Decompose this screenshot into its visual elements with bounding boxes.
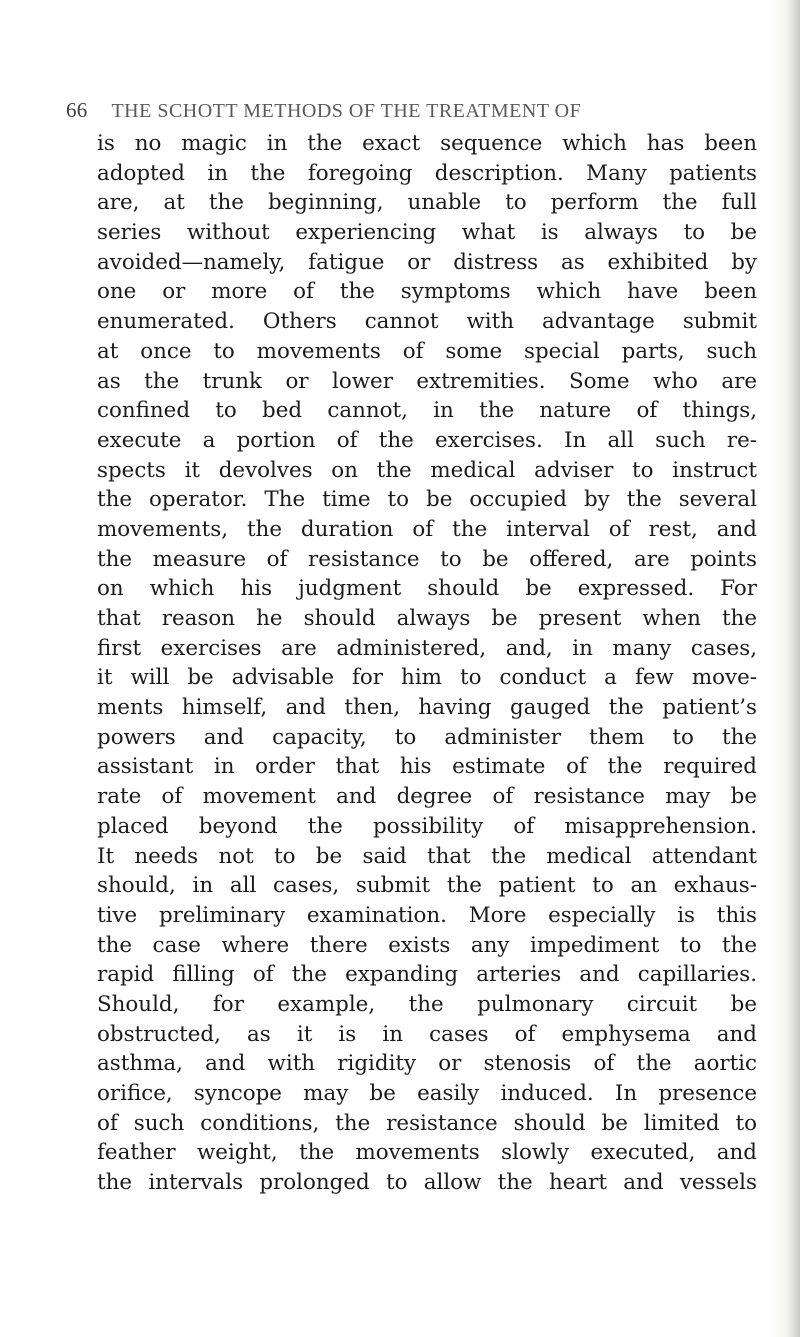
text-line: execute a portion of the exercises. In all such re- <box>97 427 757 453</box>
text-line: on which his judgment should be expressed. For <box>97 576 757 602</box>
text-line: the intervals prolonged to allow the heart and vessels <box>97 1170 757 1196</box>
text-line: tive preliminary examination. More especially is this <box>97 902 757 928</box>
text-line: that reason he should always be present when the <box>97 606 757 631</box>
text-line: is no magic in the exact sequence which has been <box>97 131 757 156</box>
text-line: asthma, and with rigidity or stenosis of the aortic <box>97 1051 757 1077</box>
text-line: first exercises are administered, and, in many cases, <box>97 635 757 661</box>
text-line: assistant in order that his estimate of the required <box>97 754 757 780</box>
text-line: enumerated. Others cannot with advantage submit <box>97 309 757 335</box>
text-line: rate of movement and degree of resistance may be <box>97 784 757 810</box>
text-line: orifice, syncope may be easily induced. In presence <box>97 1081 757 1106</box>
text-line: the measure of resistance to be offered, are points <box>97 546 757 572</box>
page-edge-shadow <box>786 0 800 1337</box>
text-line: ments himself, and then, having gauged the patient’s <box>97 695 757 721</box>
text-line: are, at the beginning, unable to perform the full <box>97 190 757 216</box>
text-line: spects it devolves on the medical adviser to instruct <box>97 457 757 483</box>
text-line: as the trunk or lower extremities. Some who are <box>97 368 757 394</box>
text-line: powers and capacity, to administer them to the <box>97 724 757 750</box>
text-line: one or more of the symptoms which have been <box>97 279 757 305</box>
text-line: of such conditions, the resistance should be limited to <box>97 1110 757 1136</box>
text-line: the operator. The time to be occupied by the several <box>97 487 757 513</box>
running-title: THE SCHOTT METHODS OF THE TREATMENT OF <box>111 100 582 122</box>
text-line: it will be advisable for him to conduct a few move- <box>97 665 757 691</box>
text-line: avoided—namely, fatigue or distress as exhibited by <box>97 249 757 275</box>
text-line: adopted in the foregoing description. Many patients <box>97 160 757 186</box>
body-text <box>97 129 757 1198</box>
text-line: at once to movements of some special parts, such <box>97 338 757 364</box>
text-line: Should, for example, the pulmonary circuit be <box>97 991 757 1017</box>
text-line: It needs not to be said that the medical attendant <box>97 843 757 869</box>
page-number: 66 <box>66 98 88 122</box>
text-line: feather weight, the movements slowly executed, and <box>97 1140 757 1166</box>
text-line: confined to bed cannot, in the nature of things, <box>97 398 757 424</box>
text-line: placed beyond the possibility of misapprehension. <box>97 813 757 839</box>
text-line: the case where there exists any impediment to the <box>97 932 757 958</box>
text-line: should, in all cases, submit the patient to an exhaus- <box>97 873 757 899</box>
text-line: rapid filling of the expanding arteries and capillaries. <box>97 962 757 988</box>
text-line: series without experiencing what is always to be <box>97 220 757 246</box>
text-line: movements, the duration of the interval of rest, and <box>97 516 757 542</box>
text-line: obstructed, as it is in cases of emphysema and <box>97 1021 757 1047</box>
running-head <box>66 98 766 130</box>
